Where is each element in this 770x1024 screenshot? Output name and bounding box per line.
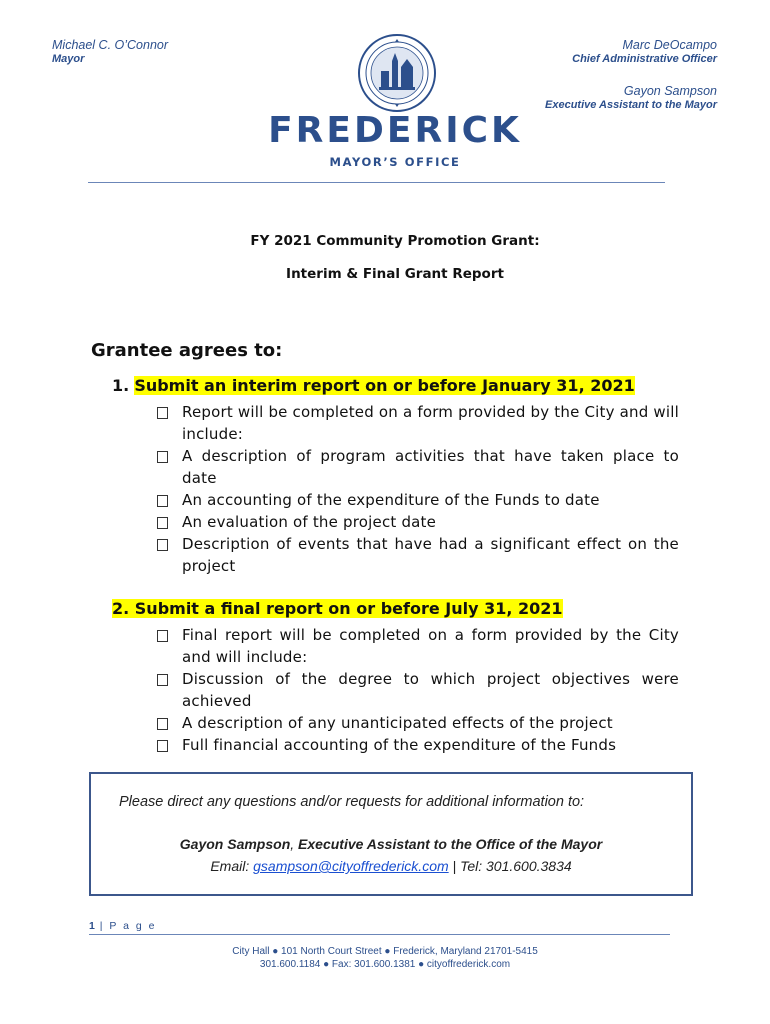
checkbox-icon <box>157 674 168 686</box>
checkbox-icon <box>157 630 168 642</box>
page-number <box>89 920 157 932</box>
checkbox-icon <box>157 718 168 730</box>
footer-divider <box>89 934 670 935</box>
contact-box <box>89 772 693 896</box>
list-item: A description of any unanticipated effects of the project <box>157 712 679 734</box>
list-item: Description of events that have had a significant effect on the project <box>157 533 679 577</box>
footer-address: City Hall ● 101 North Court Street ● Frederick, Maryland 21701-5415 <box>232 946 538 957</box>
checkbox-icon <box>157 517 168 529</box>
section-2-list <box>157 624 679 756</box>
phone-text: | Tel: 301.600.3834 <box>452 858 572 874</box>
frederick-wordmark: FREDERICK <box>268 110 522 151</box>
mayors-office-label: MAYOR’S OFFICE <box>329 155 461 169</box>
checkbox-icon <box>157 740 168 752</box>
email-link[interactable]: gsampson@cityoffrederick.com <box>253 858 449 874</box>
section-1-heading <box>112 376 635 395</box>
list-item: An evaluation of the project date <box>157 511 679 533</box>
report-title: FY 2021 Community Promotion Grant: <box>250 233 540 249</box>
checkbox-icon <box>157 451 168 463</box>
checkbox-icon <box>157 495 168 507</box>
section-1-number: 1. <box>112 376 130 395</box>
contact-name: Gayon Sampson <box>179 836 291 852</box>
contact-person: Gayon Sampson, Executive Assistant to the Office of the Mayor <box>179 836 603 852</box>
cao-title: Chief Administrative Officer <box>572 53 717 65</box>
list-item: Final report will be completed on a form provided by the City and will include: <box>157 624 679 668</box>
section-2-label: 2. Submit a final report on or before July 31, 2021 <box>112 599 563 618</box>
city-seal-icon <box>357 33 437 113</box>
mayor-name: Michael C. O’Connor <box>52 38 169 52</box>
list-item: Report will be completed on a form provided by the City and will include: <box>157 401 679 445</box>
section-1-label: Submit an interim report on or before January 31, 2021 <box>134 376 635 395</box>
checkbox-icon <box>157 539 168 551</box>
email-label: Email: <box>210 858 250 874</box>
list-item: Full financial accounting of the expenditure of the Funds <box>157 734 679 756</box>
mayor-title: Mayor <box>52 53 85 65</box>
cao-name: Marc DeOcampo <box>622 38 717 52</box>
page-label: | P a g e <box>99 920 157 932</box>
checkbox-icon <box>157 407 168 419</box>
list-item: An accounting of the expenditure of the Funds to date <box>157 489 679 511</box>
list-item: Discussion of the degree to which project objectives were achieved <box>157 668 679 712</box>
header-divider <box>88 182 665 183</box>
section-2-heading <box>112 599 563 618</box>
contact-intro: Please direct any questions and/or requests for additional information to: <box>119 794 585 810</box>
assistant-name: Gayon Sampson <box>623 84 717 98</box>
contact-role: Executive Assistant to the Office of the Mayor <box>298 836 603 852</box>
assistant-title: Executive Assistant to the Mayor <box>545 99 717 111</box>
grantee-heading: Grantee agrees to: <box>91 340 283 361</box>
page-number-value: 1 <box>89 920 95 932</box>
footer-contact: 301.600.1184 ● Fax: 301.600.1381 ● cityoffrederick.com <box>259 959 511 970</box>
report-subtitle: Interim & Final Grant Report <box>286 266 504 282</box>
section-1-list <box>157 401 679 577</box>
contact-line <box>91 858 691 874</box>
list-item: A description of program activities that have taken place to date <box>157 445 679 489</box>
